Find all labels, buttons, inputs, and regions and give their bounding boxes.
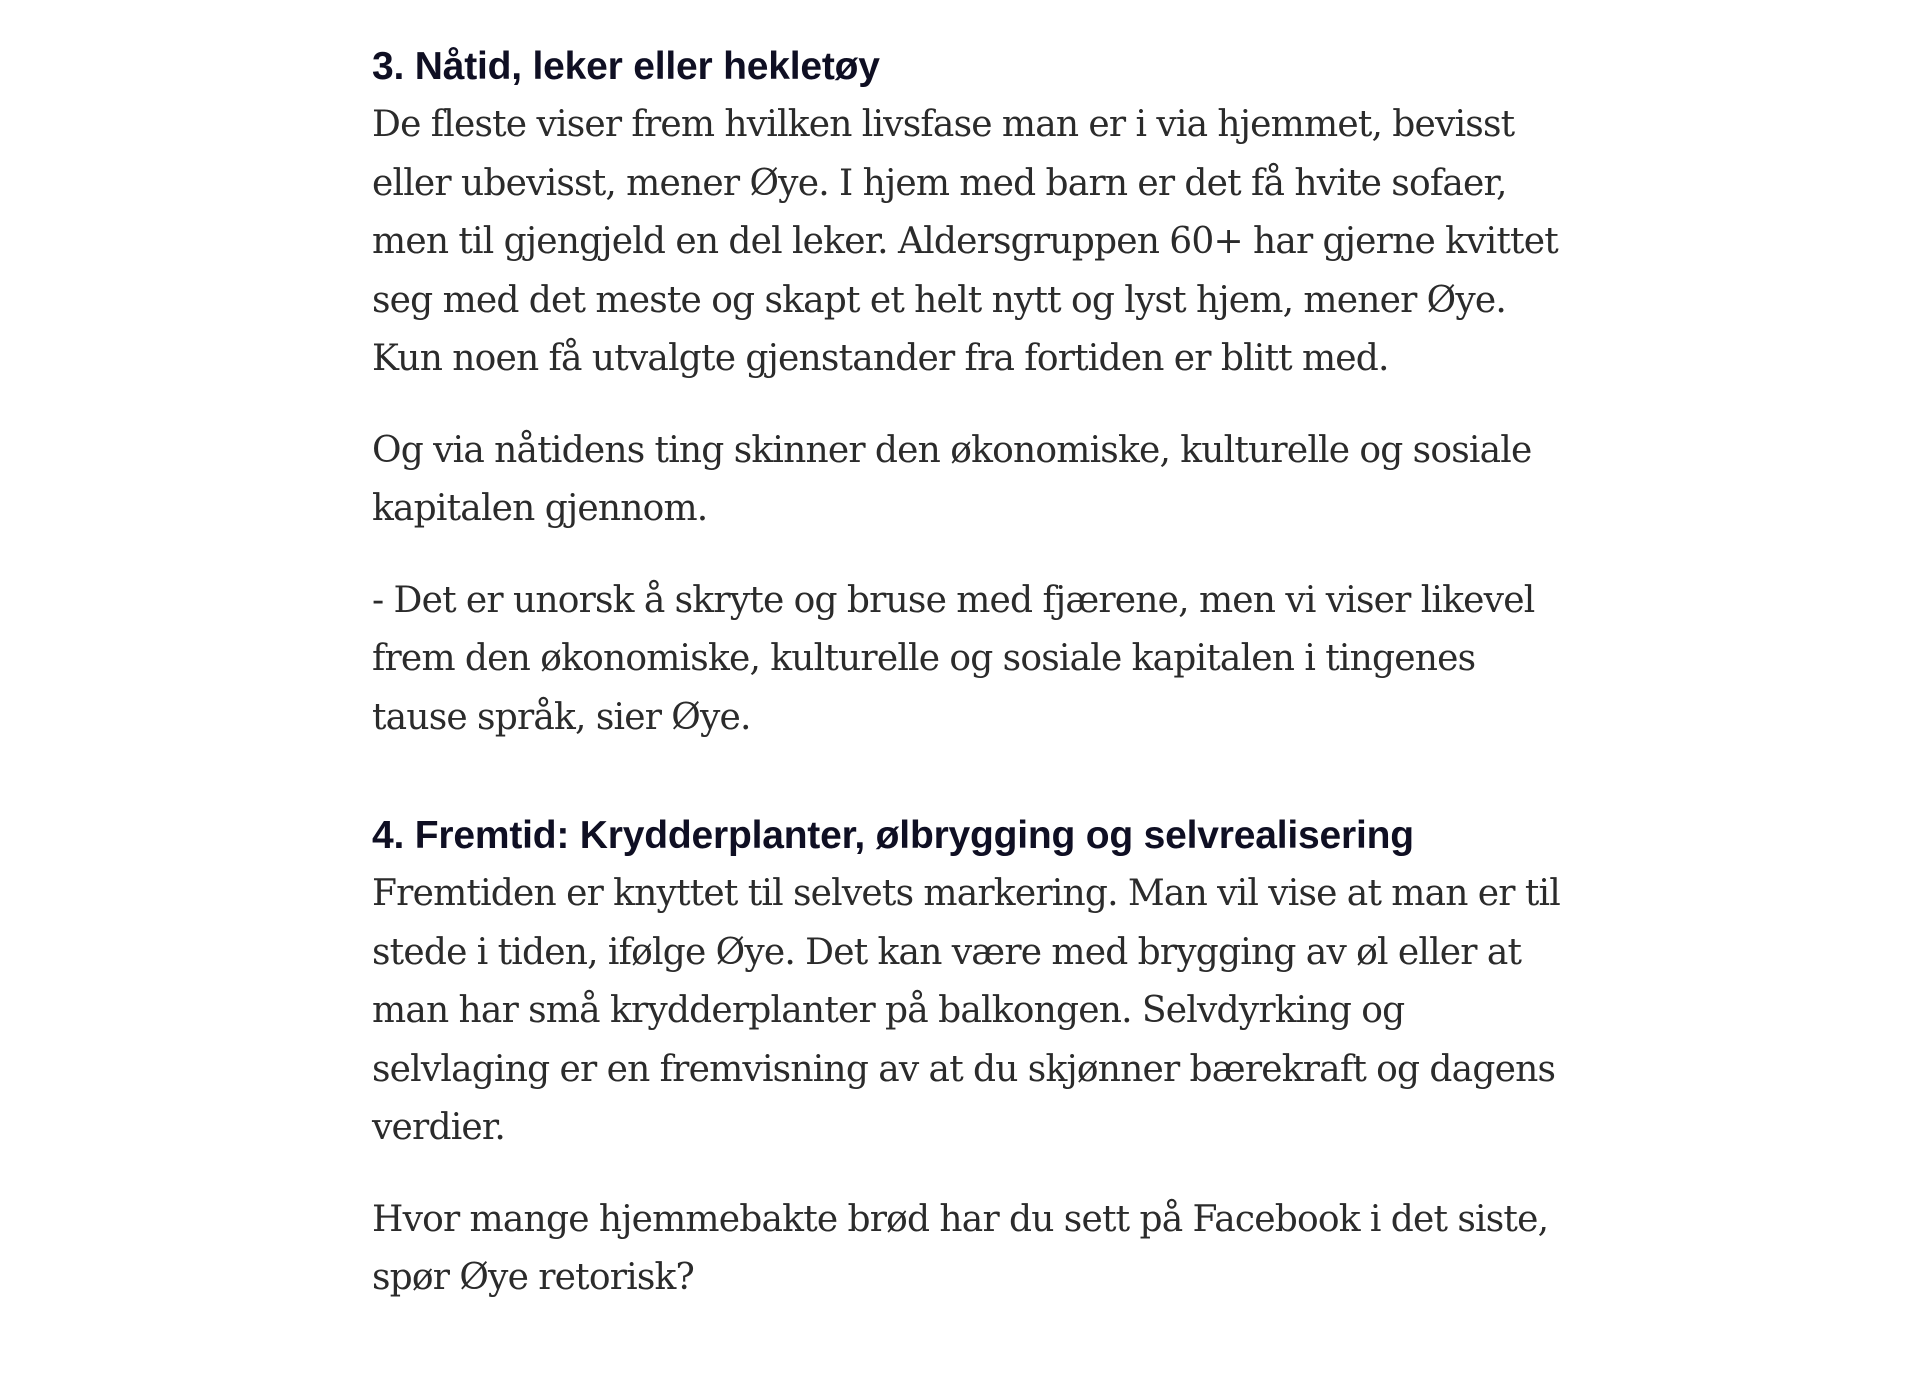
section-heading-present: 3. Nåtid, leker eller hekletøy xyxy=(372,45,880,88)
paragraph: Hvor mange hjemmebakte brød har du sett på Facebook i det siste, spør Øye retorisk? xyxy=(372,1198,1549,1298)
section-spacer xyxy=(372,747,1562,807)
paragraph: Fremtiden er knyttet til selvets markering. Man vil vise at man er til stede i tiden, ifølge Øye. Det kan være med brygging av øl eller at man har små krydderplanter på balkongen. Selvdyrking og selvlaging er en fremvisning av at du skjønner bærekraft og dagens verdier. xyxy=(372,873,1560,1148)
paragraph: Og via nåtidens ting skinner den økonomiske, kulturelle og sosiale kapitalen gjennom. xyxy=(372,429,1532,529)
section-heading-future: 4. Fremtid: Krydderplanter, ølbrygging og selvrealisering xyxy=(372,814,1414,857)
paragraph: - Det er unorsk å skryte og bruse med fjærene, men vi viser likevel frem den økonomiske, kulturelle og sosiale kapitalen i tingenes tause språk, sier Øye. xyxy=(372,579,1535,738)
article-body xyxy=(372,38,1562,1308)
paragraph: De fleste viser frem hvilken livsfase man er i via hjemmet, bevisst eller ubevisst, mener Øye. I hjem med barn er det få hvite sofaer, men til gjengjeld en del leker. Aldersgruppen 60+ har gjerne kvittet seg med det meste og skapt et helt nytt og lyst hjem, mener Øye. Kun noen få utvalgte gjenstander fra fortiden er blitt med. xyxy=(372,104,1558,379)
